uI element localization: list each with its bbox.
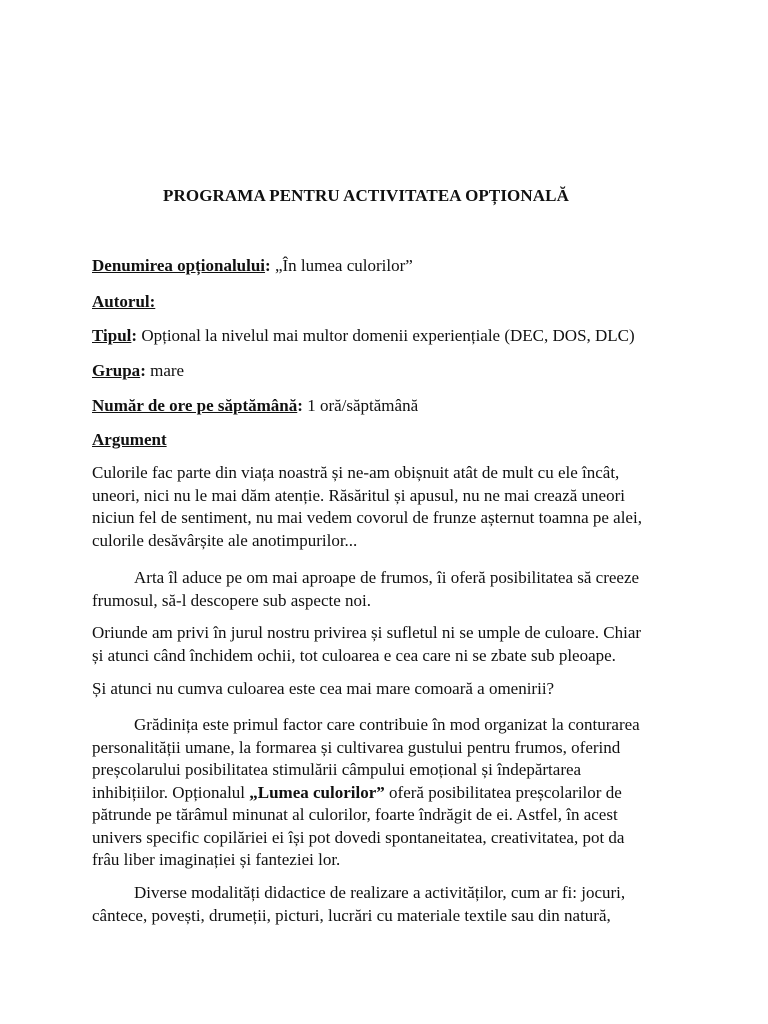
field-autorul-label: Autorul: bbox=[92, 292, 156, 311]
paragraph-line: culorile desăvârșite ale anotimpurilor... bbox=[92, 530, 358, 550]
field-denumirea-colon: : bbox=[265, 256, 271, 275]
field-tipul-label: Tipul bbox=[92, 326, 132, 345]
paragraph-line: cântece, povești, drumeții, picturi, lucrări cu materiale textile sau din natură, bbox=[92, 905, 611, 925]
field-denumirea bbox=[92, 256, 413, 276]
paragraph-line: și atunci când închidem ochii, tot culoarea e cea care ni se zbate sub pleoape. bbox=[92, 645, 616, 665]
paragraph-line: frâu liber imaginației și fanteziei lor. bbox=[92, 850, 341, 869]
field-tipul-colon: : bbox=[131, 326, 138, 345]
document-title: PROGRAMA PENTRU ACTIVITATEA OPȚIONALĂ bbox=[163, 186, 569, 205]
paragraph-5 bbox=[92, 714, 692, 872]
field-denumirea-value: „În lumea culorilor” bbox=[270, 256, 413, 275]
paragraph-1 bbox=[92, 462, 692, 552]
paragraph-text: Opționalul bbox=[172, 782, 250, 802]
field-numar-ore-value: 1 oră/săptămână bbox=[302, 396, 419, 415]
paragraph-line: frumosul, să-l descopere sub aspecte noi. bbox=[92, 590, 371, 610]
field-numar-ore-label: Număr de ore pe săptămână bbox=[92, 396, 298, 415]
paragraph-line: pătrunde pe tărâmul minunat al culorilor, foarte îndrăgit de ei. Astfel, în acest bbox=[92, 805, 618, 824]
field-grupa-label: Grupa bbox=[92, 361, 141, 380]
field-grupa-colon: : bbox=[140, 361, 146, 380]
paragraph-text: oferă posibilitatea preșcolarilor de bbox=[384, 782, 622, 802]
paragraph-4 bbox=[92, 678, 692, 701]
paragraph-line: Oriunde am privi în jurul nostru privirea și sufletul ni se umple de culoare. Chiar bbox=[92, 623, 642, 642]
paragraph-line: Culorile fac parte din viața noastră și ne-am obișnuit atât de mult cu ele încât, bbox=[92, 463, 620, 482]
field-tipul bbox=[92, 326, 635, 346]
field-grupa-value: mare bbox=[145, 361, 185, 380]
field-tipul-value: Opțional la nivelul mai multor domenii experiențiale (DEC, DOS, DLC) bbox=[137, 326, 635, 345]
paragraph-line: univers specific copilăriei ei își pot dovedi spontaneitatea, creativitatea, pot da bbox=[92, 827, 625, 847]
argument-heading: Argument bbox=[92, 430, 167, 449]
paragraph-line: niciun fel de sentiment, nu mai vedem covorul de frunze așternut toamna pe alei, bbox=[92, 508, 642, 527]
optional-name-bold: „Lumea culorilor” bbox=[249, 782, 385, 802]
field-autorul bbox=[92, 292, 155, 312]
paragraph-6 bbox=[92, 882, 692, 927]
field-numar-ore-colon: : bbox=[297, 396, 303, 415]
paragraph-line: Diverse modalități didactice de realizare a activităților, cum ar fi: jocuri, bbox=[134, 883, 626, 902]
field-grupa bbox=[92, 361, 184, 381]
field-denumirea-label: Denumirea opționalului bbox=[92, 256, 266, 275]
paragraph-text: inhibițiilor. bbox=[92, 782, 169, 802]
paragraph-line: uneori, nici nu le mai dăm atenție. Răsăritul și apusul, nu ne mai crează uneori bbox=[92, 485, 625, 505]
paragraph-line: personalității umane, la formarea și cultivarea gustului pentru frumos, oferind bbox=[92, 737, 621, 757]
paragraph-3 bbox=[92, 622, 692, 667]
paragraph-2 bbox=[92, 567, 692, 612]
paragraph-line: Și atunci nu cumva culoarea este cea mai mare comoară a omenirii? bbox=[92, 679, 555, 698]
field-numar-ore bbox=[92, 396, 418, 416]
paragraph-line bbox=[92, 782, 692, 805]
paragraph-line: Arta îl aduce pe om mai aproape de frumos, îi oferă posibilitatea să creeze bbox=[134, 568, 640, 587]
paragraph-line: Grădinița este primul factor care contribuie în mod organizat la conturarea bbox=[134, 715, 640, 734]
paragraph-line: preșcolarului posibilitatea stimulării câmpului emoțional și îndepărtarea bbox=[92, 760, 582, 779]
